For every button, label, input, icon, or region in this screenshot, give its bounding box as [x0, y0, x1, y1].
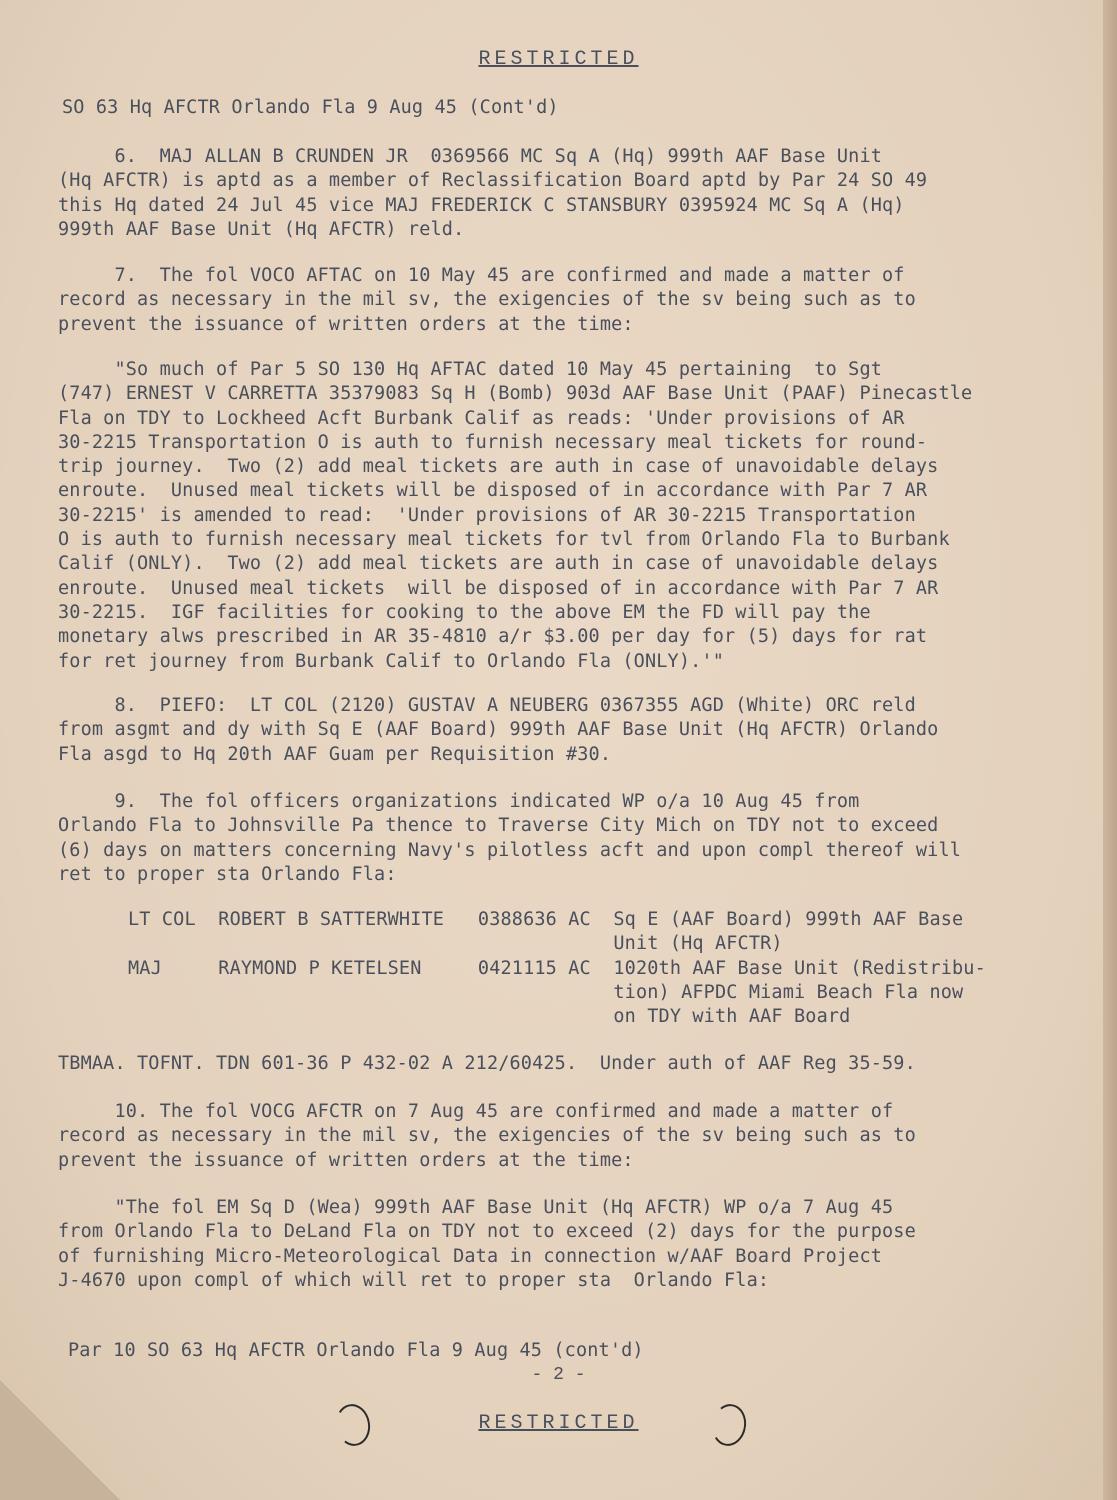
continuation-line: Par 10 SO 63 Hq AFCTR Orlando Fla 9 Aug 45 (cont'd) [68, 1340, 644, 1361]
paragraph-9: 9. The fol officers organizations indicated WP o/a 10 Aug 45 from Orlando Fla to Johnsville Pa thence to Traverse City Mich on TDY not to exceed (6) days on matters concerning Navy's pilotless acft and upon compl thereof will ret to proper sta Orlando Fla: [58, 791, 962, 885]
paper-edge [1103, 0, 1117, 1500]
page-number: - 2 - [531, 1365, 586, 1385]
paragraph-10-quote: "The fol EM Sq D (Wea) 999th AAF Base Unit (Hq AFCTR) WP o/a 7 Aug 45 from Orlando Fla to DeLand Fla on TDY not to exceed (2) days for the purpose of furnishing Micro-Meteorological Data in connection w/AAF Board Project J-4670 upon compl of which will ret to proper sta Orlando Fla: [58, 1197, 916, 1291]
classification-footer: RESTRICTED [478, 1412, 639, 1435]
paragraph-7-quote: "So much of Par 5 SO 130 Hq AFTAC dated 10 May 45 pertaining to Sgt (747) ERNEST V CARRETTA 35379083 Sq H (Bomb) 903d AAF Base Unit (PAAF) Pinecastle Fla on TDY to Lockheed Acft Burbank Calif as reads: 'Under provisions of AR 30-2215 Transportation O is auth to furnish necessary meal tickets for round- trip journey. Two (2) add meal tickets are auth in case of unavoidable delays enroute. Unused meal tickets will be disposed of in accordance with Par 7 AR 30-2215' is amended to read: 'Under provisions of AR 30-2215 Transportation O is auth to furnish necessary meal tickets for tvl from Orlando Fla to Burbank Calif (ONLY). Two (2) add meal tickets are auth in case of unavoidable delays enroute. Unused meal tickets will be disposed of in accordance with Par 7 AR 30-2215. IGF facilities for cooking to the above EM the FD will pay the monetary alws prescribed in AR 35-4810 a/r $3.00 per day for (5) days for rat for ret journey from Burbank Calif to Orlando Fla (ONLY).'" [58, 359, 973, 672]
paragraph-7: 7. The fol VOCO AFTAC on 10 May 45 are confirmed and made a matter of record as necessary in the mil sv, the exigencies of the sv being such as to prevent the issuance of written orders at the time: [58, 265, 916, 335]
tbmaa-line: TBMAA. TOFNT. TDN 601-36 P 432-02 A 212/60425. Under auth of AAF Reg 35-59. [58, 1053, 916, 1074]
punch-hole-left [333, 1401, 374, 1448]
officers-table: LT COL ROBERT B SATTERWHITE 0388636 AC Sq E (AAF Board) 999th AAF Base Unit (Hq AFCTR) MAJ RAYMOND P KETELSEN 0421115 AC 1020th AAF Base Unit (Redistribu- tion) AFPDC Miami Beach Fla now on TDY with AAF Board [128, 909, 986, 1028]
punch-hole-right [709, 1401, 750, 1448]
classification-header: RESTRICTED [478, 48, 639, 71]
torn-corner [0, 1380, 120, 1500]
order-reference: SO 63 Hq AFCTR Orlando Fla 9 Aug 45 (Cont'd) [62, 97, 559, 118]
paragraph-10: 10. The fol VOCG AFCTR on 7 Aug 45 are confirmed and made a matter of record as necessary in the mil sv, the exigencies of the sv being such as to prevent the issuance of written orders at the time: [58, 1101, 916, 1171]
paragraph-8: 8. PIEFO: LT COL (2120) GUSTAV A NEUBERG 0367355 AGD (White) ORC reld from asgmt and dy with Sq E (AAF Board) 999th AAF Base Unit (Hq AFCTR) Orlando Fla asgd to Hq 20th AAF Guam per Requisition #30. [58, 695, 939, 765]
paragraph-6: 6. MAJ ALLAN B CRUNDEN JR 0369566 MC Sq A (Hq) 999th AAF Base Unit (Hq AFCTR) is aptd as a member of Reclassification Board aptd by Par 24 SO 49 this Hq dated 24 Jul 45 vice MAJ FREDERICK C STANSBURY 0395924 MC Sq A (Hq) 999th AAF Base Unit (Hq AFCTR) reld. [58, 146, 928, 240]
